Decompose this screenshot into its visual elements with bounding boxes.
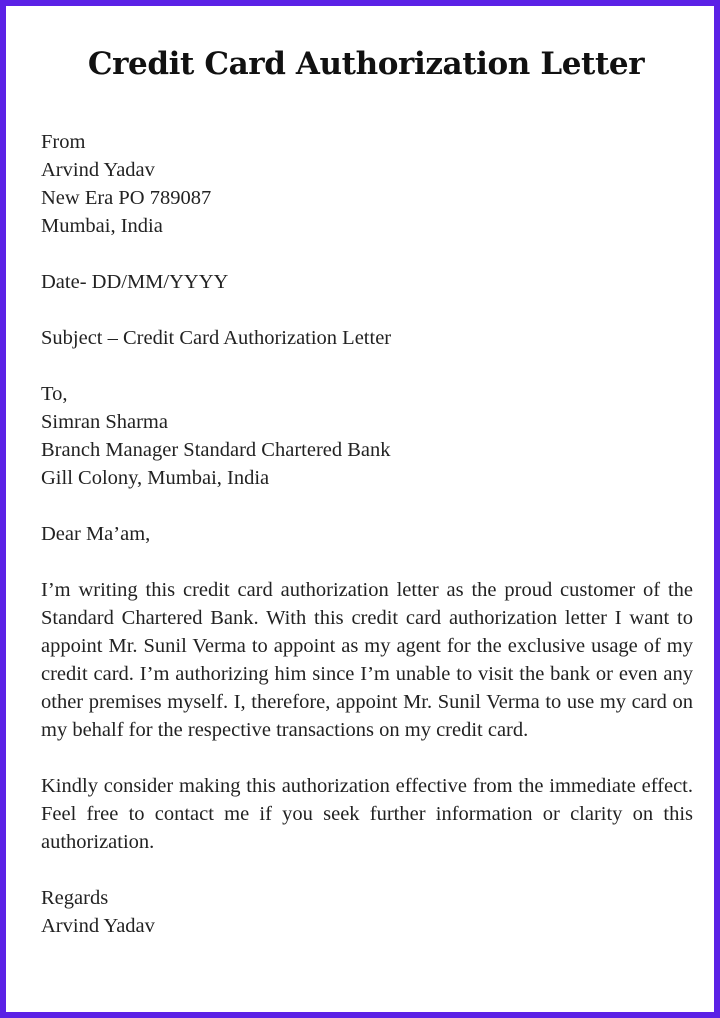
- recipient-name: Simran Sharma: [41, 411, 168, 433]
- recipient-label: To,: [41, 383, 68, 405]
- recipient-position: Branch Manager Standard Chartered Bank: [41, 439, 391, 461]
- signature-name: Arvind Yadav: [41, 915, 155, 937]
- recipient-block: [41, 380, 693, 492]
- letter-subject: Subject – Credit Card Authorization Letter: [41, 327, 392, 349]
- sender-name: Arvind Yadav: [41, 159, 155, 181]
- sender-label: From: [41, 131, 86, 153]
- letter-date: Date- DD/MM/YYYY: [41, 271, 229, 293]
- sender-address: New Era PO 789087: [41, 187, 212, 209]
- recipient-address: Gill Colony, Mumbai, India: [41, 467, 270, 489]
- letter-title: Credit Card Authorization Letter: [87, 46, 645, 82]
- body-paragraph-2: Kindly consider making this authorization effective from the immediate effect. Feel free to contact me if you seek further information or clarity on this authorization.: [41, 775, 693, 853]
- body-paragraph-1: I’m writing this credit card authorization letter as the proud customer of the Standard Chartered Bank. With this credit card authorization letter I want to appoint Mr. Sunil Verma to appoint as my agent for the exclusive usage of my credit card. I’m authorizing him since I’m unable to visit the bank or even any other premises myself. I, therefore, appoint Mr. Sunil Verma to use my card on my behalf for the respective transactions on my credit card.: [41, 579, 693, 741]
- sender-city: Mumbai, India: [41, 215, 163, 237]
- sender-block: [41, 128, 693, 240]
- salutation: Dear Ma’am,: [41, 523, 151, 545]
- letter-body: [41, 128, 693, 940]
- closing: Regards: [41, 887, 109, 909]
- closing-block: [41, 884, 693, 940]
